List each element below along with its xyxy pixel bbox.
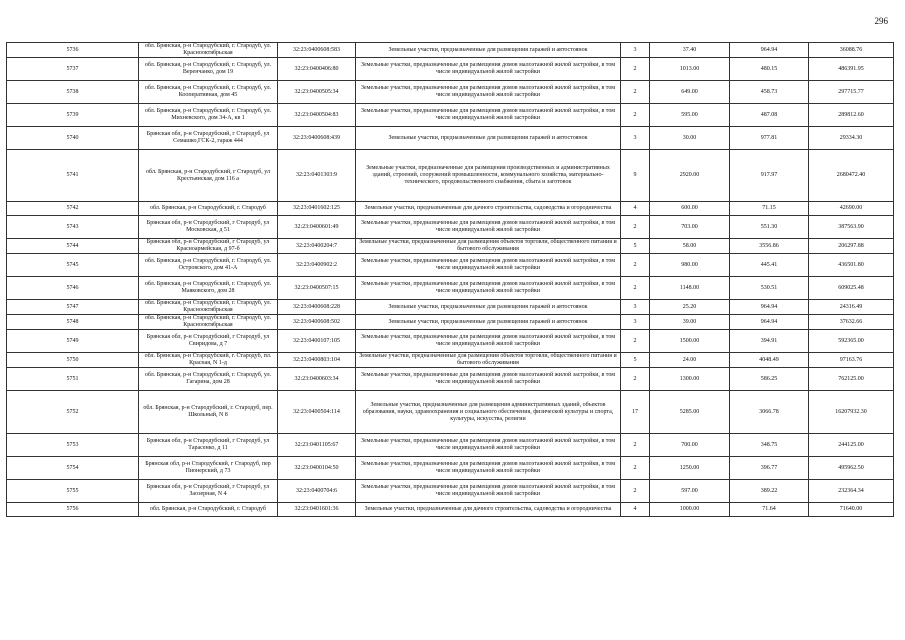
cadastral-value-cell: 592365.00 <box>809 330 894 353</box>
address-cell: обл. Брянская, р-н Стародубский, г. Стародуб, ул. Краснооктябрьская <box>139 315 278 330</box>
group-code-cell: 5 <box>621 239 650 254</box>
address-cell: обл. Брянская, р-н Стародубский, г. Стародуб, ул. Островского, дом 41-А <box>139 254 278 277</box>
cadastral-number-cell: 32:23:0400608:439 <box>278 127 356 150</box>
cadastral-number-cell: 32:23:0401303:9 <box>278 150 356 202</box>
group-code-cell: 2 <box>621 216 650 239</box>
land-use-cell: Земельные участки, предназначенные для размещения объектов торговли, общественного питания и бытового обслуживания <box>356 353 621 368</box>
cadastral-number-cell: 32:23:0400601:49 <box>278 216 356 239</box>
group-code-cell: 4 <box>621 503 650 517</box>
address-cell: обл. Брянская, р-н Стародубский, г. Стародуб, ул. Краснооктябрьская <box>139 43 278 58</box>
cadastral-value-cell: 232364.34 <box>809 480 894 503</box>
row-number: 5742 <box>7 202 139 216</box>
cadastral-number-cell: 32:23:0400505:34 <box>278 81 356 104</box>
specific-value-cell: 71.15 <box>730 202 809 216</box>
cadastral-value-cell: 436501.80 <box>809 254 894 277</box>
row-number: 5747 <box>7 300 139 315</box>
cadastral-value-cell: 609025.48 <box>809 277 894 300</box>
land-use-cell: Земельные участки, предназначенные для дачного строительства, садоводства и огородничества <box>356 503 621 517</box>
cadastral-number-cell: 32:23:0400603:34 <box>278 368 356 391</box>
page-number: 296 <box>874 16 888 26</box>
area-cell: 700.00 <box>650 434 730 457</box>
group-code-cell: 2 <box>621 434 650 457</box>
row-number: 5752 <box>7 391 139 434</box>
group-code-cell: 2 <box>621 457 650 480</box>
cadastral-number-cell: 32:23:0400608:502 <box>278 315 356 330</box>
cadastral-number-cell: 32:23:0400104:50 <box>278 457 356 480</box>
land-use-cell: Земельные участки, предназначенные для размещения домов малоэтажной жилой застройки, в том числе индивидуальной жилой застройки <box>356 58 621 81</box>
land-use-cell: Земельные участки, предназначенные для размещения производственных и административных зданий, строений, сооружений промышленности, коммунального хозяйства, материально-технического, продовольственного снабжения, сбыта и заготовок <box>356 150 621 202</box>
area-cell: 58.00 <box>650 239 730 254</box>
row-number: 5738 <box>7 81 139 104</box>
area-cell: 2920.00 <box>650 150 730 202</box>
address-cell: Брянская обл, р-н Стародубский, г Стародуб, ул Московская, д 51 <box>139 216 278 239</box>
row-number: 5751 <box>7 368 139 391</box>
land-use-cell: Земельные участки, предназначенные для размещения домов малоэтажной жилой застройки, в том числе индивидуальной жилой застройки <box>356 277 621 300</box>
table-row <box>7 127 894 150</box>
specific-value-cell: 3556.86 <box>730 239 809 254</box>
table-row <box>7 43 894 58</box>
cadastral-number-cell: 32:23:0400608:228 <box>278 300 356 315</box>
address-cell: обл. Брянская, р-н Стародубский, г. Стародуб, ул. Веренчанко, дом 19 <box>139 58 278 81</box>
group-code-cell: 2 <box>621 330 650 353</box>
land-use-cell: Земельные участки, предназначенные для размещения домов малоэтажной жилой застройки, в том числе индивидуальной жилой застройки <box>356 457 621 480</box>
specific-value-cell: 487.08 <box>730 104 809 127</box>
address-cell: Брянская обл, р-н Стародубский, г Стародуб, ул Красноармейская, д 97-б <box>139 239 278 254</box>
row-number: 5736 <box>7 43 139 58</box>
group-code-cell: 3 <box>621 127 650 150</box>
table-row <box>7 202 894 216</box>
land-use-cell: Земельные участки, предназначенные для размещения домов малоэтажной жилой застройки, в том числе индивидуальной жилой застройки <box>356 81 621 104</box>
land-use-cell: Земельные участки, предназначенные для размещения домов малоэтажной жилой застройки, в том числе индивидуальной жилой застройки <box>356 104 621 127</box>
specific-value-cell: 71.64 <box>730 503 809 517</box>
land-use-cell: Земельные участки, предназначенные для размещения домов малоэтажной жилой застройки, в том числе индивидуальной жилой застройки <box>356 216 621 239</box>
cadastral-number-cell: 32:23:0401105:67 <box>278 434 356 457</box>
specific-value-cell: 586.25 <box>730 368 809 391</box>
cadastral-number-cell: 32:23:0400608:583 <box>278 43 356 58</box>
address-cell: обл. Брянская, р-н Стародубский, г Стародуб, ул Крестьянская, дом 116 а <box>139 150 278 202</box>
table-row <box>7 353 894 368</box>
row-number: 5746 <box>7 277 139 300</box>
cadastral-number-cell: 32:23:0400204:7 <box>278 239 356 254</box>
cadastral-value-cell: 36088.76 <box>809 43 894 58</box>
cadastral-value-cell: 495962.50 <box>809 457 894 480</box>
area-cell: 37.40 <box>650 43 730 58</box>
land-use-cell: Земельные участки, предназначенные для размещения гаражей и автостоянок <box>356 43 621 58</box>
area-cell: 1000.00 <box>650 503 730 517</box>
group-code-cell: 5 <box>621 353 650 368</box>
row-number: 5743 <box>7 216 139 239</box>
area-cell: 600.00 <box>650 202 730 216</box>
area-cell: 1013.00 <box>650 58 730 81</box>
land-use-cell: Земельные участки, предназначенные для размещения домов малоэтажной жилой застройки, в том числе индивидуальной жилой застройки <box>356 368 621 391</box>
land-use-cell: Земельные участки, предназначенные для размещения домов малоэтажной жилой застройки, в том числе индивидуальной жилой застройки <box>356 330 621 353</box>
cadastral-value-cell: 387563.90 <box>809 216 894 239</box>
group-code-cell: 2 <box>621 254 650 277</box>
address-cell: Брянская обл, р-н Стародубский, г Стародуб, пер Пионерский, д 73 <box>139 457 278 480</box>
land-use-cell: Земельные участки, предназначенные для размещения домов малоэтажной жилой застройки, в том числе индивидуальной жилой застройки <box>356 434 621 457</box>
area-cell: 1300.00 <box>650 368 730 391</box>
area-cell: 1250.00 <box>650 457 730 480</box>
table-row <box>7 315 894 330</box>
row-number: 5750 <box>7 353 139 368</box>
address-cell: обл. Брянская, р-н Стародубский, г. Стародуб, пер. Школьный, N 8 <box>139 391 278 434</box>
address-cell: обл. Брянская, р-н Стародубский, г. Стародуб, ул. Маяковского, дом 28 <box>139 277 278 300</box>
cadastral-number-cell: 32:23:0400704:6 <box>278 480 356 503</box>
table-row <box>7 503 894 517</box>
table-row <box>7 254 894 277</box>
row-number: 5739 <box>7 104 139 127</box>
cadastral-number-cell: 32:23:0400902:2 <box>278 254 356 277</box>
cadastral-number-cell: 32:23:0401602:125 <box>278 202 356 216</box>
address-cell: обл. Брянская, р-н Стародубский, г. Стародуб, ул. Михневского, дом 34-А, кв 1 <box>139 104 278 127</box>
table-row <box>7 239 894 254</box>
cadastral-number-cell: 32:23:0400504:114 <box>278 391 356 434</box>
area-cell: 39.00 <box>650 315 730 330</box>
specific-value-cell: 445.41 <box>730 254 809 277</box>
specific-value-cell: 348.75 <box>730 434 809 457</box>
group-code-cell: 3 <box>621 315 650 330</box>
table-row <box>7 330 894 353</box>
row-number: 5748 <box>7 315 139 330</box>
specific-value-cell: 4048.49 <box>730 353 809 368</box>
group-code-cell: 9 <box>621 150 650 202</box>
cadastral-value-cell: 37632.66 <box>809 315 894 330</box>
specific-value-cell: 458.73 <box>730 81 809 104</box>
cadastral-value-cell: 29334.30 <box>809 127 894 150</box>
specific-value-cell: 917.97 <box>730 150 809 202</box>
cadastral-number-cell: 32:23:0400803:104 <box>278 353 356 368</box>
table-row <box>7 300 894 315</box>
row-number: 5740 <box>7 127 139 150</box>
table-row <box>7 104 894 127</box>
area-cell: 30.00 <box>650 127 730 150</box>
row-number: 5741 <box>7 150 139 202</box>
table-row <box>7 391 894 434</box>
cadastral-number-cell: 32:23:0400406:80 <box>278 58 356 81</box>
area-cell: 703.00 <box>650 216 730 239</box>
table-row <box>7 81 894 104</box>
row-number: 5756 <box>7 503 139 517</box>
cadastral-value-cell: 71640.00 <box>809 503 894 517</box>
cadastral-value-cell: 24316.49 <box>809 300 894 315</box>
table-row <box>7 216 894 239</box>
cadastral-value-cell: 42690.00 <box>809 202 894 216</box>
area-cell: 597.00 <box>650 480 730 503</box>
cadastral-number-cell: 32:23:0400507:15 <box>278 277 356 300</box>
cadastral-value-cell: 97163.76 <box>809 353 894 368</box>
specific-value-cell: 964.94 <box>730 315 809 330</box>
group-code-cell: 3 <box>621 43 650 58</box>
cadastral-number-cell: 32:23:0400107:105 <box>278 330 356 353</box>
address-cell: обл. Брянская, р-н Стародубский, г. Стародуб, пл. Красная, N 1-д <box>139 353 278 368</box>
specific-value-cell: 480.15 <box>730 58 809 81</box>
table-row <box>7 480 894 503</box>
row-number: 5744 <box>7 239 139 254</box>
address-cell: обл. Брянская, р-н Стародубский, г. Стародуб <box>139 202 278 216</box>
group-code-cell: 2 <box>621 480 650 503</box>
land-use-cell: Земельные участки, предназначенные для размещения гаражей и автостоянок <box>356 127 621 150</box>
land-use-cell: Земельные участки, предназначенные для размещения домов малоэтажной жилой застройки, в том числе индивидуальной жилой застройки <box>356 254 621 277</box>
land-use-cell: Земельные участки, предназначенные для размещения гаражей и автостоянок <box>356 315 621 330</box>
land-registry-table <box>6 42 894 517</box>
row-number: 5755 <box>7 480 139 503</box>
land-use-cell: Земельные участки, предназначенные для размещения гаражей и автостоянок <box>356 300 621 315</box>
specific-value-cell: 389.22 <box>730 480 809 503</box>
address-cell: Брянская обл, р-н Стародубский, г Стародуб, ул Тарасенко, д 11 <box>139 434 278 457</box>
cadastral-number-cell: 32:23:0401601:36 <box>278 503 356 517</box>
land-use-cell: Земельные участки, предназначенные для размещения объектов торговли, общественного питания и бытового обслуживания <box>356 239 621 254</box>
group-code-cell: 2 <box>621 104 650 127</box>
row-number: 5753 <box>7 434 139 457</box>
area-cell: 1500.00 <box>650 330 730 353</box>
specific-value-cell: 394.91 <box>730 330 809 353</box>
group-code-cell: 4 <box>621 202 650 216</box>
cadastral-value-cell: 289812.60 <box>809 104 894 127</box>
table-row <box>7 457 894 480</box>
table-row <box>7 277 894 300</box>
address-cell: Брянская обл, р-н Стародубский, г Стародуб, ул Заозерная, N 4 <box>139 480 278 503</box>
land-use-cell: Земельные участки, предназначенные для дачного строительства, садоводства и огородничества <box>356 202 621 216</box>
group-code-cell: 2 <box>621 277 650 300</box>
area-cell: 980.00 <box>650 254 730 277</box>
table-row <box>7 58 894 81</box>
cadastral-value-cell: 762125.00 <box>809 368 894 391</box>
address-cell: обл. Брянская, р-н Стародубский, г. Стародуб, ул. Краснооктябрьская <box>139 300 278 315</box>
row-number: 5749 <box>7 330 139 353</box>
address-cell: обл. Брянская, р-н Стародубский, г. Стародуб, ул. Гагарина, дом 28 <box>139 368 278 391</box>
area-cell: 24.00 <box>650 353 730 368</box>
row-number: 5745 <box>7 254 139 277</box>
row-number: 5754 <box>7 457 139 480</box>
address-cell: Брянская обл, р-н Стародубский, г Стародуб, ул Семашко,ГСК-2, гараж 444 <box>139 127 278 150</box>
group-code-cell: 2 <box>621 81 650 104</box>
cadastral-value-cell: 486391.95 <box>809 58 894 81</box>
specific-value-cell: 964.94 <box>730 300 809 315</box>
cadastral-value-cell: 2680472.40 <box>809 150 894 202</box>
cadastral-value-cell: 244125.00 <box>809 434 894 457</box>
cadastral-value-cell: 206297.88 <box>809 239 894 254</box>
land-use-cell: Земельные участки, предназначенные для размещения домов малоэтажной жилой застройки, в том числе индивидуальной жилой застройки <box>356 480 621 503</box>
specific-value-cell: 396.77 <box>730 457 809 480</box>
group-code-cell: 17 <box>621 391 650 434</box>
table-row <box>7 150 894 202</box>
specific-value-cell: 3066.78 <box>730 391 809 434</box>
specific-value-cell: 964.94 <box>730 43 809 58</box>
table-row <box>7 434 894 457</box>
land-use-cell: Земельные участки, предназначенные для размещения административных зданий, объектов образования, науки, здравоохранения и социального обеспечения, физической культуры и спорта, культуры, искусства, религии <box>356 391 621 434</box>
address-cell: обл. Брянская, р-н Стародубский, г. Стародуб <box>139 503 278 517</box>
group-code-cell: 3 <box>621 300 650 315</box>
group-code-cell: 2 <box>621 368 650 391</box>
address-cell: Брянская обл, р-н Стародубский, г Стародуб, ул Свиридова, д 7 <box>139 330 278 353</box>
specific-value-cell: 530.51 <box>730 277 809 300</box>
area-cell: 1148.00 <box>650 277 730 300</box>
cadastral-value-cell: 16207932.30 <box>809 391 894 434</box>
row-number: 5737 <box>7 58 139 81</box>
table-row <box>7 368 894 391</box>
area-cell: 649.00 <box>650 81 730 104</box>
group-code-cell: 2 <box>621 58 650 81</box>
cadastral-value-cell: 297715.77 <box>809 81 894 104</box>
area-cell: 5285.00 <box>650 391 730 434</box>
specific-value-cell: 977.81 <box>730 127 809 150</box>
address-cell: обл. Брянская, р-н Стародубский, г. Стародуб, ул. Кооперативная, дом 45 <box>139 81 278 104</box>
cadastral-number-cell: 32:23:0400504:83 <box>278 104 356 127</box>
area-cell: 595.00 <box>650 104 730 127</box>
specific-value-cell: 551.30 <box>730 216 809 239</box>
area-cell: 25.20 <box>650 300 730 315</box>
